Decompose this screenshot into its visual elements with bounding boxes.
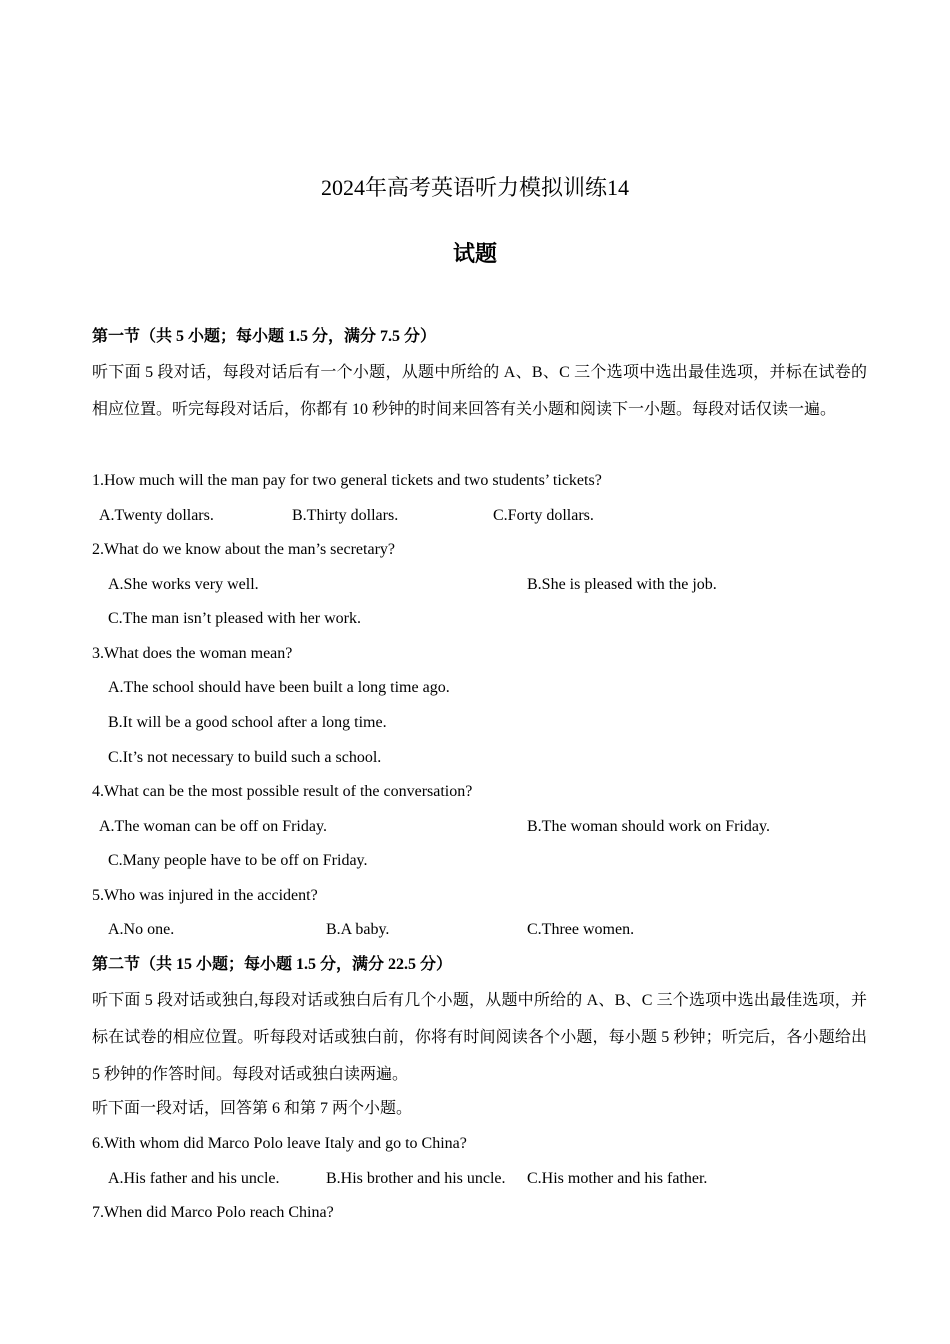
question-3-option-c: C.It’s not necessary to build such a school. xyxy=(108,749,382,766)
question-5-option-b: B.A baby. xyxy=(326,921,390,938)
question-1-option-b: B.Thirty dollars. xyxy=(292,507,399,524)
question-3-option-b: B.It will be a good school after a long time. xyxy=(108,714,387,731)
question-4-option-c: C.Many people have to be off on Friday. xyxy=(108,852,368,869)
question-6-stem: 6.With whom did Marco Polo leave Italy and go to China? xyxy=(92,1135,467,1152)
question-5-stem: 5.Who was injured in the accident? xyxy=(92,887,318,904)
question-7-stem: 7.When did Marco Polo reach China? xyxy=(92,1204,334,1221)
question-1-stem: 1.How much will the man pay for two general tickets and two students’ tickets? xyxy=(92,472,602,489)
question-2-stem: 2.What do we know about the man’s secretary? xyxy=(92,541,396,558)
question-3-option-a: A.The school should have been built a long time ago. xyxy=(108,679,450,696)
section2-heading: 第二节（共 15 小题；每小题 1.5 分，满分 22.5 分） xyxy=(92,956,453,973)
section2-intro-6-7: 听下面一段对话，回答第 6 和第 7 两个小题。 xyxy=(92,1100,413,1117)
question-2-option-a: A.She works very well. xyxy=(108,576,259,593)
question-5-option-a: A.No one. xyxy=(108,921,175,938)
page-subtitle: 试题 xyxy=(452,241,497,266)
page-title: 2024年高考英语听力模拟训练14 xyxy=(320,175,629,200)
question-1-option-c: C.Forty dollars. xyxy=(493,507,594,524)
question-6-option-b: B.His brother and his uncle. xyxy=(326,1170,506,1187)
question-6-option-a: A.His father and his uncle. xyxy=(108,1170,280,1187)
section1-heading: 第一节（共 5 小题；每小题 1.5 分，满分 7.5 分） xyxy=(92,328,437,345)
question-2-option-b: B.She is pleased with the job. xyxy=(527,576,717,593)
question-3-stem: 3.What does the woman mean? xyxy=(92,645,293,662)
question-4-option-b: B.The woman should work on Friday. xyxy=(527,818,770,835)
section1-instructions: 听下面 5 段对话，每段对话后有一个小题，从题中所给的 A、B、C 三个选项中选出最佳选项，并标在试卷的相应位置。听完每段对话后，你都有 10 秒钟的时间来回答有关小题和阅读下一小题。每段对话仅读一遍。 xyxy=(92,364,867,418)
question-6-option-c: C.His mother and his father. xyxy=(527,1170,708,1187)
question-1-option-a: A.Twenty dollars. xyxy=(99,507,214,524)
question-2-option-c: C.The man isn’t pleased with her work. xyxy=(108,610,361,627)
question-5-option-c: C.Three women. xyxy=(527,921,635,938)
question-4-option-a: A.The woman can be off on Friday. xyxy=(99,818,327,835)
section2-instructions: 听下面 5 段对话或独白,每段对话或独白后有几个小题，从题中所给的 A、B、C 三个选项中选出最佳选项，并标在试卷的相应位置。听每段对话或独白前，你将有时间阅读各个小题，每小题 5 秒钟；听完后，各小题给出 5 秒钟的作答时间。每段对话或独白读两遍。 xyxy=(92,992,867,1083)
question-4-stem: 4.What can be the most possible result of the conversation? xyxy=(92,783,473,800)
